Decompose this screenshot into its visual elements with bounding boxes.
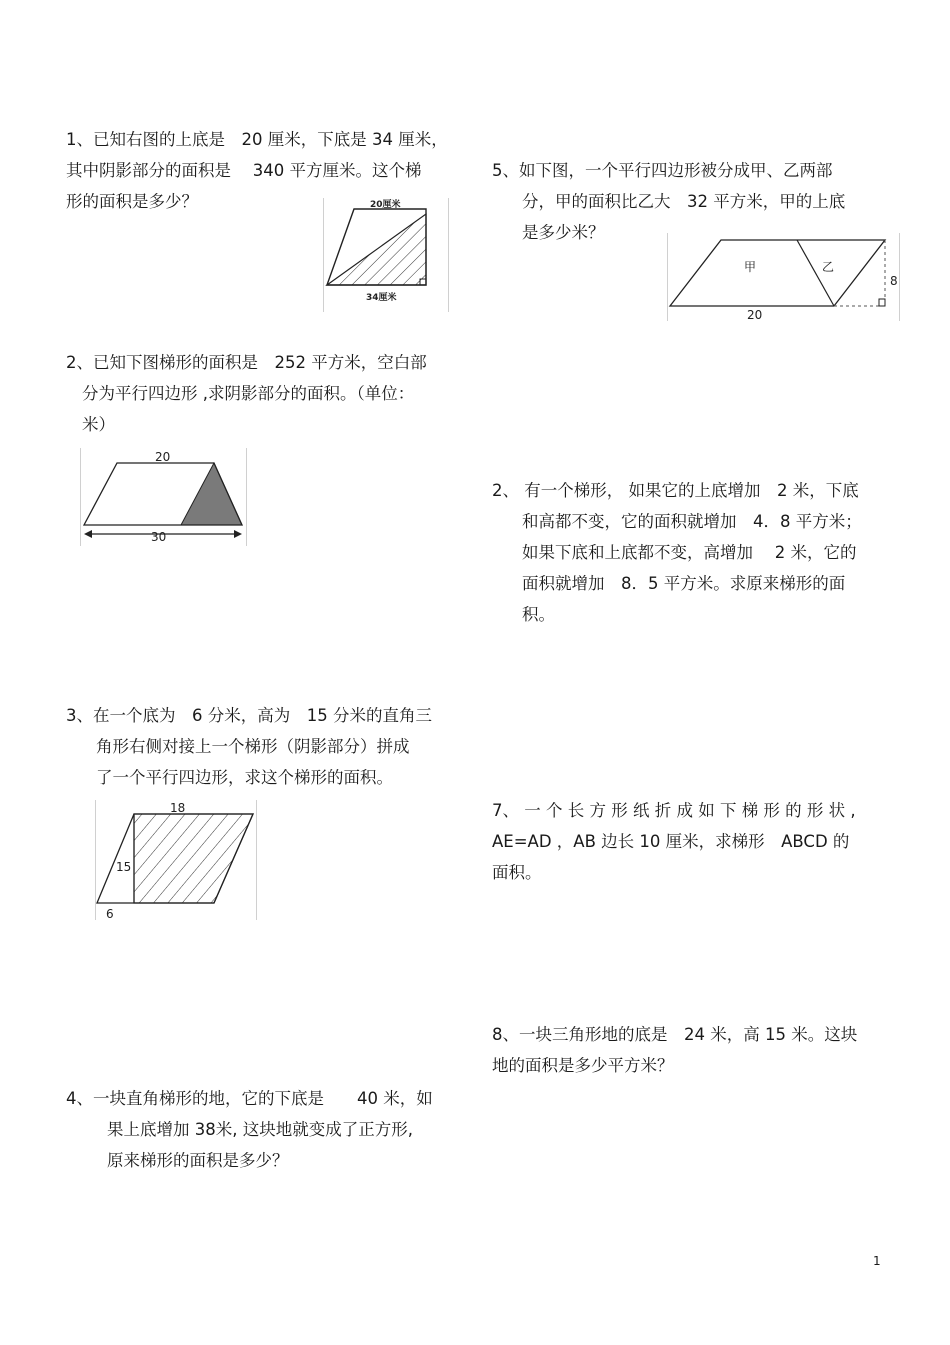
figure-3-base-label: 6: [106, 907, 114, 921]
figure-1-trapezoid: [323, 198, 449, 312]
figure-2-shaded-triangle: [181, 463, 242, 525]
question-6: [492, 475, 862, 630]
question-1-line-3: 形的面积是多少？: [66, 192, 198, 211]
figure-2-trapezoid: [80, 448, 247, 546]
figure-5-right-label: 乙: [822, 260, 835, 274]
question-2-line-1: 2、已知下图梯形的面积是 252 平方米，空白部: [66, 353, 427, 372]
question-2-line-3: 米）: [82, 415, 115, 434]
figure-1-hatched-triangle: [327, 214, 426, 285]
question-2: [66, 347, 427, 440]
figure-2-top-label: 20: [155, 450, 171, 464]
question-7-line-2: AE=AD ，AB 边长 10 厘米，求梯形 ABCD 的: [492, 832, 850, 851]
question-6-line-2: 和高都不变，它的面积就增加 4．8 平方米；: [522, 512, 862, 531]
question-3-line-1: 3、在一个底为 6 分米，高为 15 分米的直角三: [66, 706, 432, 725]
figure-3-top-label: 18: [170, 801, 186, 815]
question-7-line-1: 7、 一 个 长 方 形 纸 折 成 如 下 梯 形 的 形 状 ,: [492, 801, 856, 820]
question-6-line-4: 面积就增加 8．5 平方米。求原来梯形的面: [522, 574, 846, 593]
figure-3-hatched-trapezoid: [134, 814, 253, 903]
question-5-line-3: 是多少米？: [522, 223, 605, 242]
question-6-line-5: 积。: [522, 605, 555, 624]
figure-1-bottom-label: 34厘米: [366, 293, 397, 303]
question-4: [66, 1083, 433, 1176]
question-1-line-1: 1、已知右图的上底是 20 厘米，下底是 34 厘米，: [66, 130, 448, 149]
question-3: [66, 700, 432, 793]
figure-2-bottom-label: 30: [151, 530, 167, 544]
figure-1-top-label: 20厘米: [370, 200, 401, 210]
question-3-line-2: 角形右侧对接上一个梯形（阴影部分）拼成: [96, 737, 410, 756]
figure-2-arrow-left: [84, 530, 92, 538]
question-1-line-2: 其中阴影部分的面积是 340 平方厘米。这个梯: [66, 161, 422, 180]
question-6-line-1: 2、 有一个梯形， 如果它的上底增加 2 米，下底: [492, 481, 859, 500]
figure-3-height-label: 15: [116, 860, 132, 874]
question-7: [492, 795, 856, 888]
figure-5-right-angle-mark: [879, 299, 885, 306]
question-7-line-3: 面积。: [492, 863, 542, 882]
question-4-line-1: 4、一块直角梯形的地，它的下底是 40 米，如: [66, 1089, 433, 1108]
question-2-line-2: 分为平行四边形 ,求阴影部分的面积。（单位：: [82, 384, 415, 403]
page-number: 1: [873, 1254, 881, 1268]
question-4-line-3: 原来梯形的面积是多少？: [107, 1151, 289, 1170]
figure-5-parallelogram-outline: [670, 240, 885, 306]
figure-3-parallelogram: [95, 800, 257, 920]
figure-2-arrow-right: [234, 530, 242, 538]
question-8: [492, 1019, 857, 1081]
question-3-line-3: 了一个平行四边形，求这个梯形的面积。: [96, 768, 393, 787]
question-8-line-1: 8、一块三角形地的底是 24 米，高 15 米。这块: [492, 1025, 858, 1044]
question-5-line-2: 分，甲的面积比乙大 32 平方米，甲的上底: [522, 192, 846, 211]
question-4-line-2: 果上底增加 38米, 这块地就变成了正方形,: [107, 1120, 413, 1139]
figure-5-left-label: 甲: [744, 260, 757, 274]
question-5-line-1: 5、如下图，一个平行四边形被分成甲、乙两部: [492, 161, 833, 180]
question-8-line-2: 地的面积是多少平方米？: [492, 1056, 674, 1075]
question-6-line-3: 如果下底和上底都不变，高增加 2 米，它的: [522, 543, 857, 562]
figure-5-base-label: 20: [747, 308, 763, 322]
figure-5-parallelogram: [667, 233, 900, 321]
figure-5-height-label: 8: [890, 274, 898, 288]
